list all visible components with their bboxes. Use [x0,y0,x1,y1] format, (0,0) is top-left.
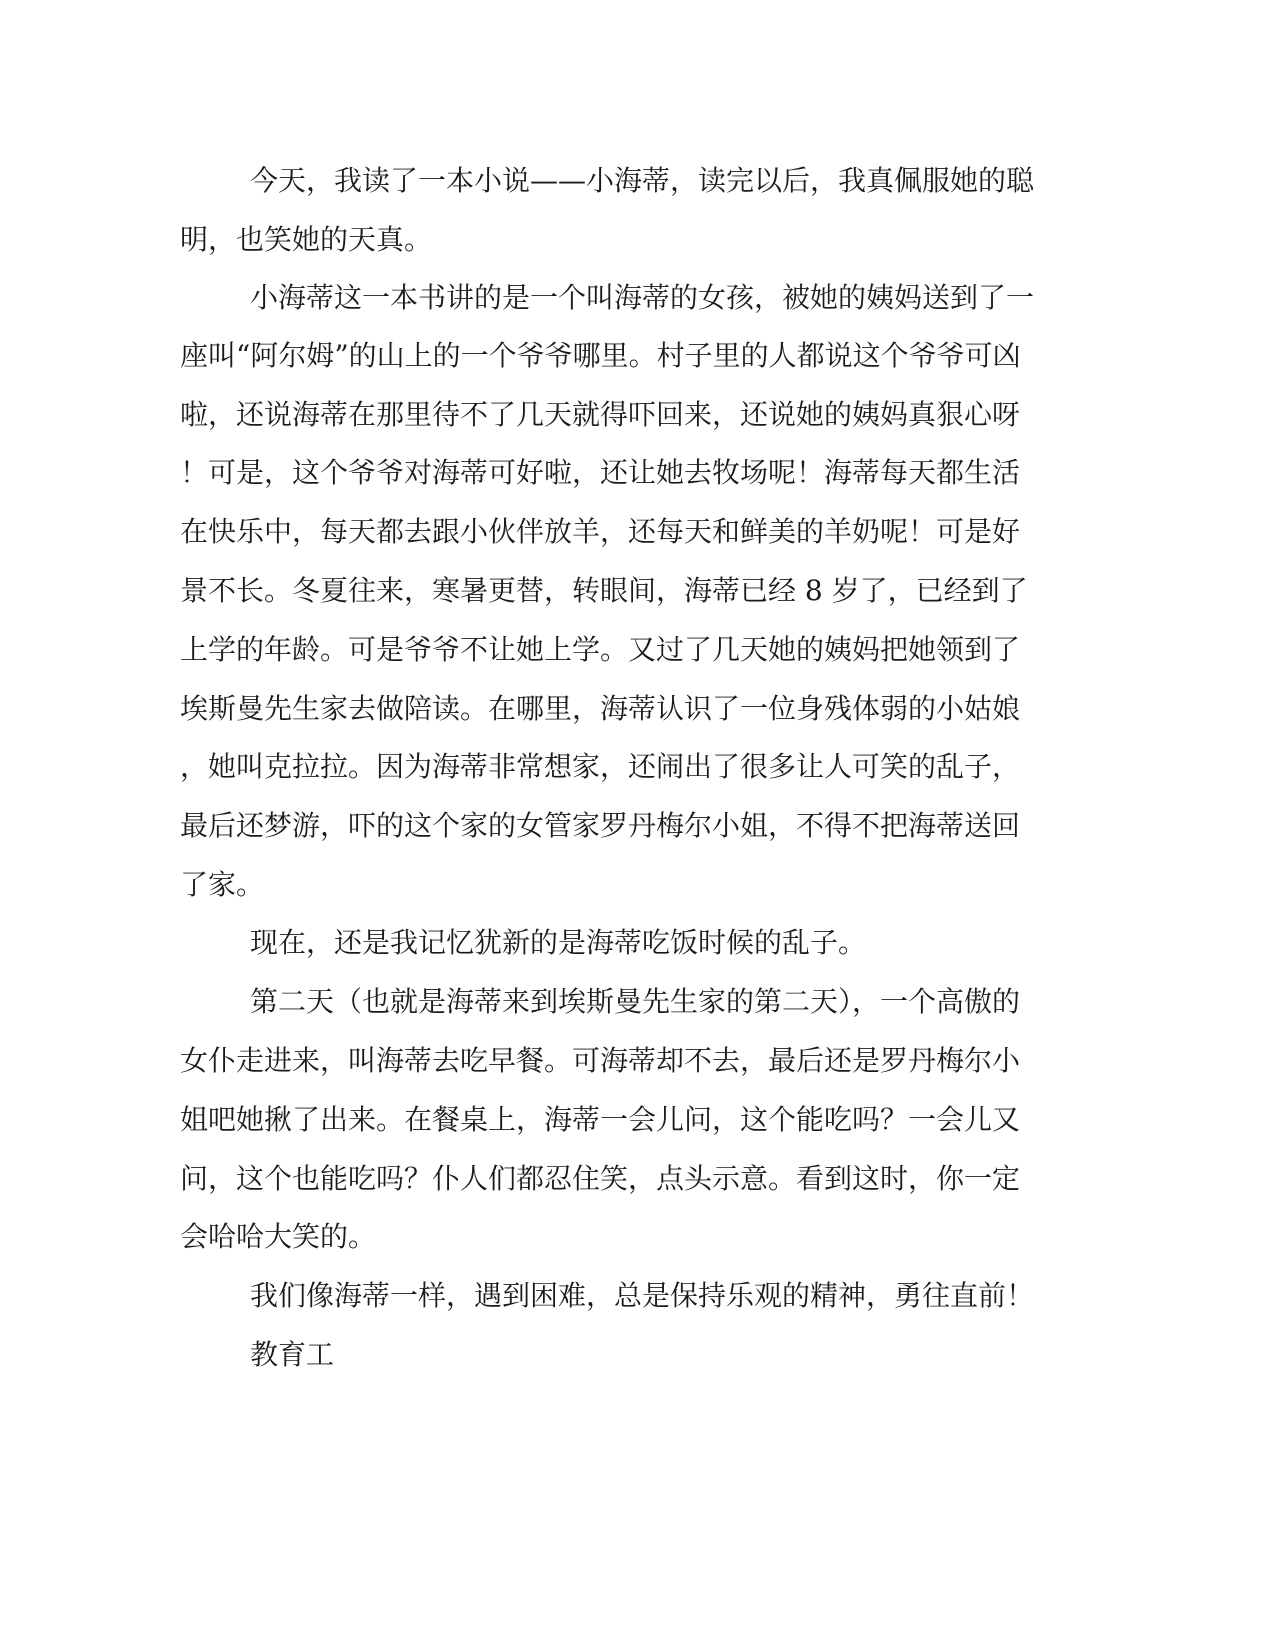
text-line: 我们像海蒂一样，遇到困难，总是保持乐观的精神，勇往直前！ [250,1279,1035,1312]
text-line: 了家。 [180,868,265,901]
text-line: 问，这个也能吃吗？仆人们都忍住笑，点头示意。看到这时，你一定 [180,1162,1021,1195]
text-line: 啦，还说海蒂在那里待不了几天就得吓回来，还说她的姨妈真狠心呀 [180,398,1021,431]
text-line: 第二天（也就是海蒂来到埃斯曼先生家的第二天），一个高傲的 [250,985,1021,1018]
text-line: 小海蒂这一本书讲的是一个叫海蒂的女孩，被她的姨妈送到了一 [250,281,1035,314]
text-line: 姐吧她揪了出来。在餐桌上，海蒂一会儿问，这个能吃吗？一会儿又 [180,1103,1021,1136]
text-line: 最后还梦游，吓的这个家的女管家罗丹梅尔小姐，不得不把海蒂送回 [180,809,1021,842]
text-line: 教育工 [250,1338,335,1371]
text-line: 埃斯曼先生家去做陪读。在哪里，海蒂认识了一位身残体弱的小姑娘 [180,692,1021,725]
text-line: 今天，我读了一本小说——小海蒂，读完以后，我真佩服她的聪 [250,164,1035,197]
text-line: 上学的年龄。可是爷爷不让她上学。又过了几天她的姨妈把她领到了 [180,633,1021,666]
text-line: 座叫“阿尔姆”的山上的一个爷爷哪里。村子里的人都说这个爷爷可凶 [180,339,1021,372]
text-line: ！可是，这个爷爷对海蒂可好啦，还让她去牧场呢！海蒂每天都生活 [180,456,1021,489]
text-line: 女仆走进来，叫海蒂去吃早餐。可海蒂却不去，最后还是罗丹梅尔小 [180,1044,1021,1077]
text-line: 景不长。冬夏往来，寒暑更替，转眼间，海蒂已经 8 岁了，已经到了 [180,574,1028,607]
text-line: 在快乐中，每天都去跟小伙伴放羊，还每天和鲜美的羊奶呢！可是好 [180,515,1021,548]
text-line: 现在，还是我记忆犹新的是海蒂吃饭时候的乱子。 [250,926,867,959]
text-line: ，她叫克拉拉。因为海蒂非常想家，还闹出了很多让人可笑的乱子， [180,750,1021,783]
text-line: 会哈哈大笑的。 [180,1220,377,1253]
text-line: 明，也笑她的天真。 [180,223,433,256]
